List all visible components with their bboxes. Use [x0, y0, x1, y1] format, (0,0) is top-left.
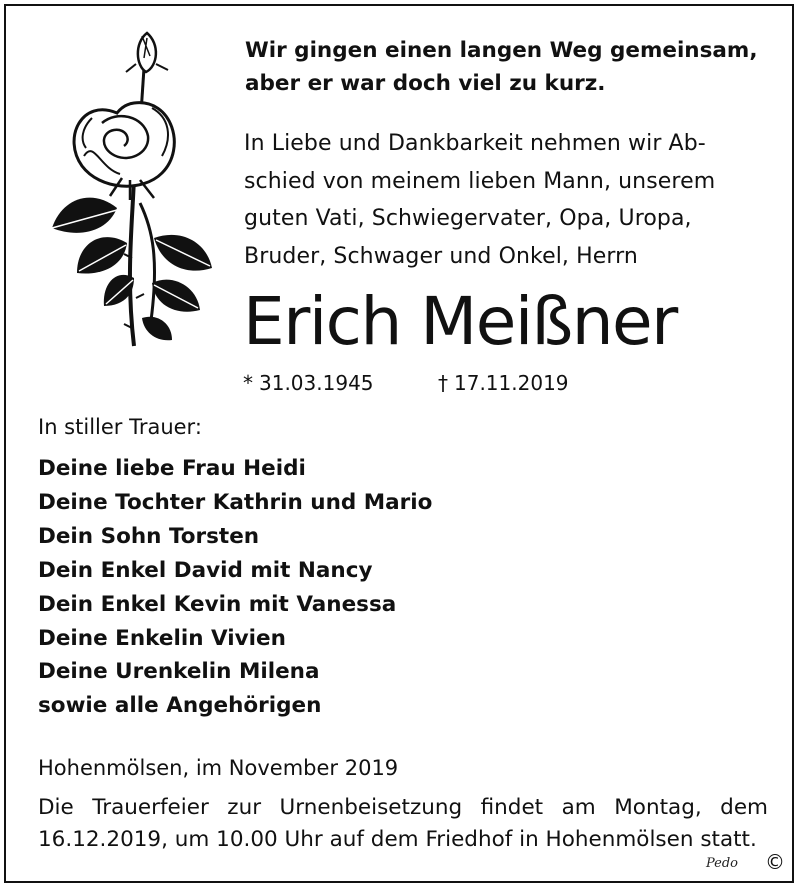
deceased-name: Erich Meißner [243, 283, 677, 360]
mourner: Dein Enkel David mit Nancy [38, 557, 373, 583]
funeral-line: Die Trauerfeier zur Urnenbeisetzung findet am Montag, dem [38, 795, 768, 820]
mourning-label: In stiller Trauer: [38, 415, 202, 439]
mourner: Deine Tochter Kathrin und Mario [38, 489, 433, 515]
mourner: Dein Enkel Kevin mit Vanessa [38, 591, 397, 617]
copyright-icon: © [765, 850, 785, 874]
intro-line: guten Vati, Schwiegervater, Opa, Uropa, [244, 206, 692, 231]
birth-star-icon: * [243, 371, 253, 395]
mourner: Deine liebe Frau Heidi [38, 456, 306, 481]
mourner: Dein Sohn Torsten [38, 523, 260, 549]
mourner: Deine Enkelin Vivien [38, 625, 286, 651]
place-date: Hohenmölsen, im November 2019 [38, 756, 399, 780]
quote-line: aber er war doch viel zu kurz. [245, 71, 606, 96]
birth-date: 31.03.1945 [259, 371, 374, 395]
intro-line: In Liebe und Dankbarkeit nehmen wir Ab- [244, 131, 706, 156]
cross-icon: † [438, 371, 448, 395]
mourner: Deine Urenkelin Milena [38, 659, 320, 685]
intro-text [244, 125, 784, 275]
intro-line: Bruder, Schwager und Onkel, Herrn [244, 243, 638, 269]
funeral-info [38, 792, 768, 856]
funeral-line: 16.12.2019, um 10.00 Uhr auf dem Friedhof in Hohenmölsen statt. [38, 827, 757, 852]
birth-date-line [243, 370, 374, 396]
quote [245, 34, 775, 100]
mourner: sowie alle Angehörigen [38, 693, 322, 719]
rose-icon [22, 28, 217, 348]
designer-signature: Pedo [706, 856, 739, 871]
death-date-line [438, 370, 569, 396]
quote-line: Wir gingen einen langen Weg gemeinsam, [245, 38, 758, 63]
intro-line: schied von meinem lieben Mann, unserem [244, 168, 716, 194]
death-date: 17.11.2019 [454, 371, 569, 395]
mourners-list [38, 452, 432, 723]
